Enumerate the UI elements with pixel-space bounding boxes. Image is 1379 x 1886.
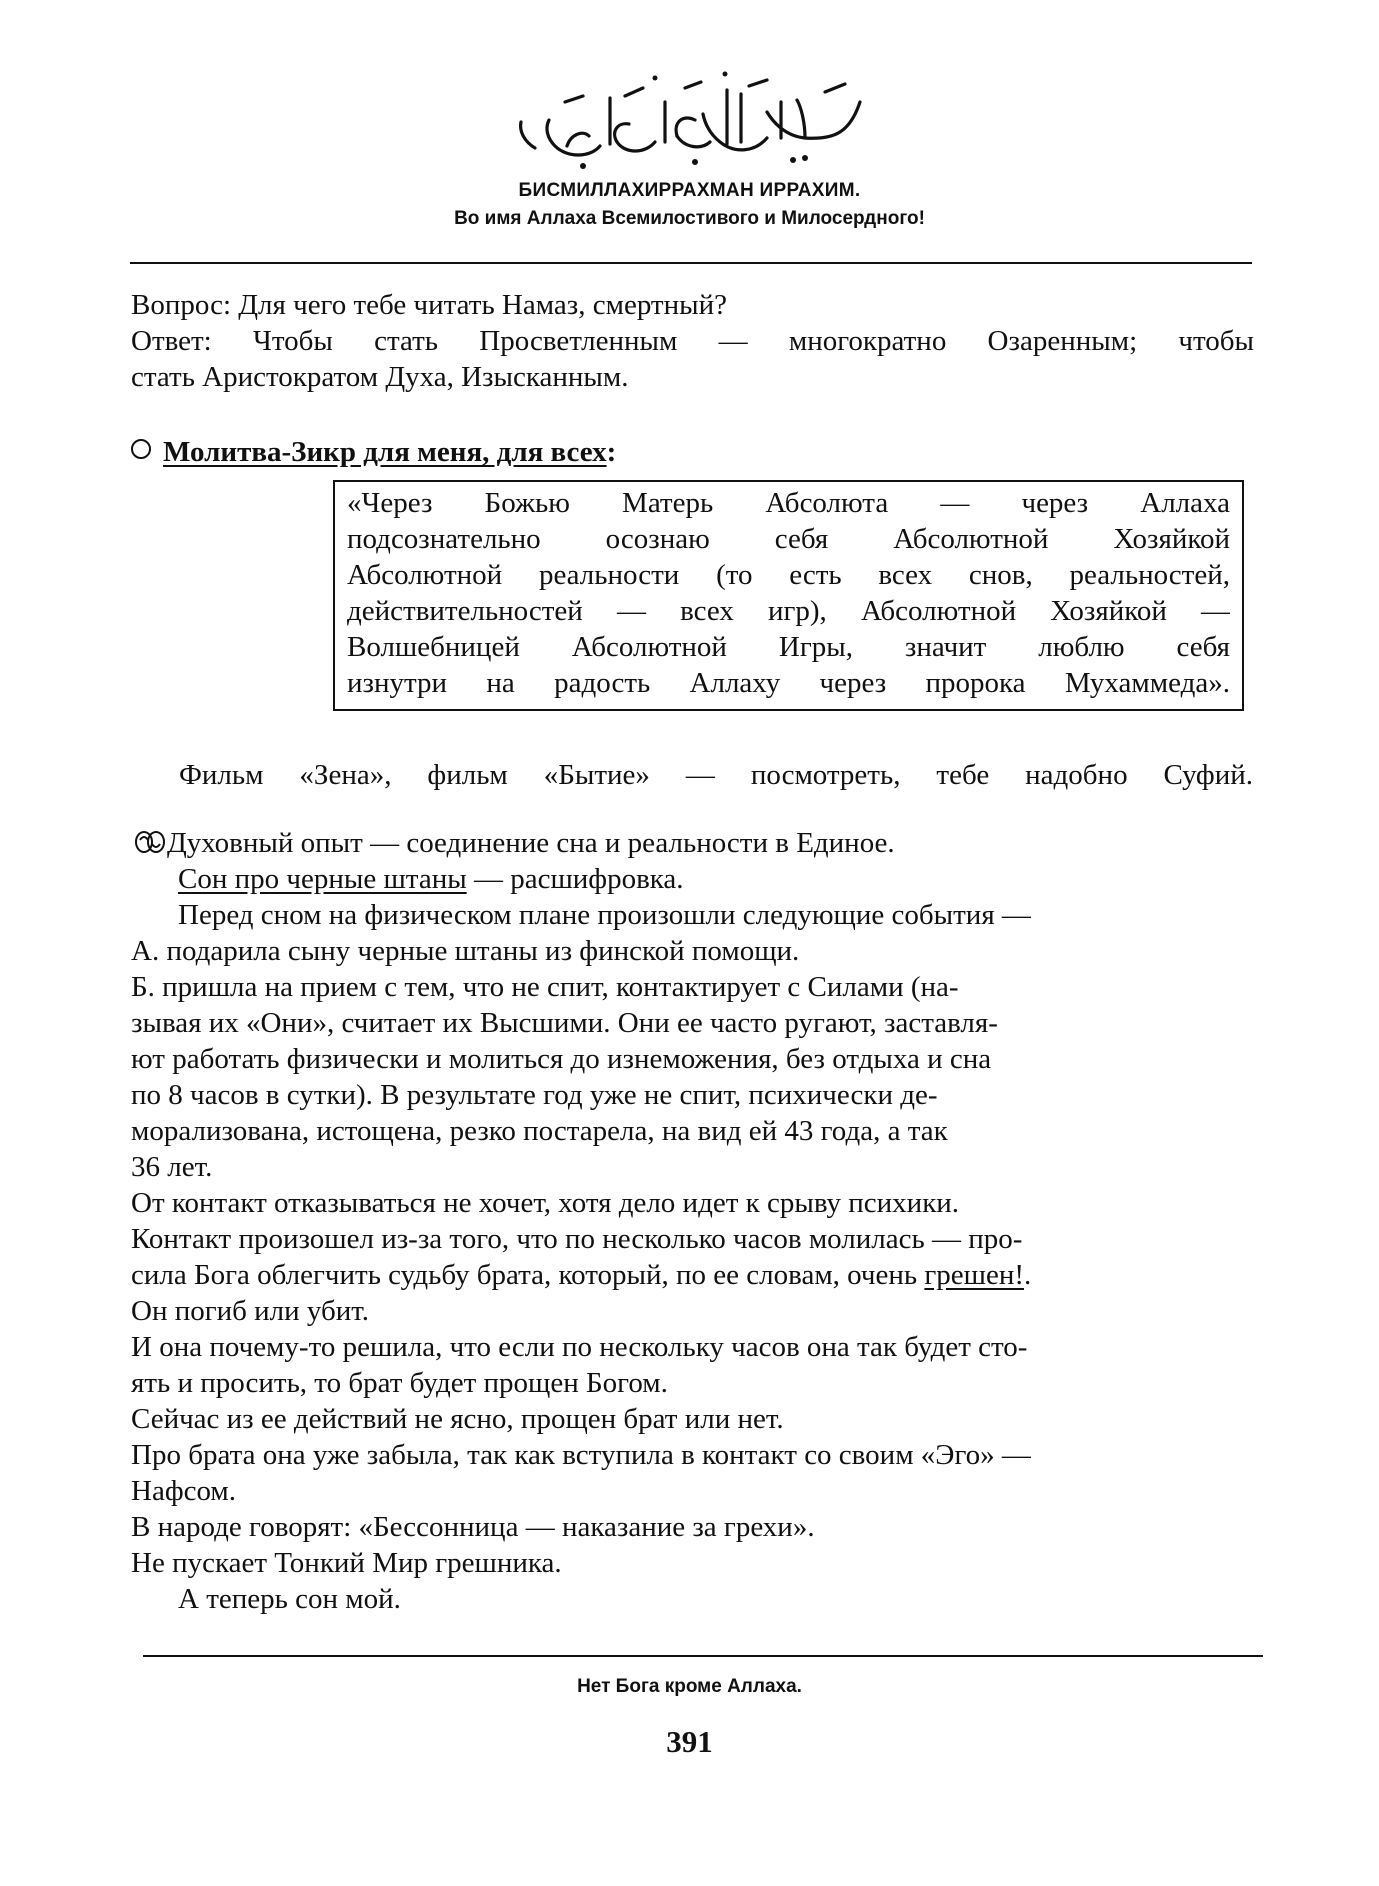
qa-line: Ответ: Чтобы стать Просветленным — многократно Озаренным; чтобы bbox=[131, 325, 1254, 357]
prayer-line: «Через Божью Матерь Абсолюта — через Аллаха bbox=[347, 487, 1230, 519]
prayer-line: Абсолютной реальности (то есть всех снов, реальностей, bbox=[347, 559, 1230, 591]
film-line: Фильм «Зена», фильм «Бытие» — посмотреть, тебе надобно Суфий. bbox=[179, 759, 1253, 791]
dream-line: Про брата она уже забыла, так как вступила в контакт со своим «Эго» — bbox=[131, 1439, 1031, 1471]
prayer-text bbox=[347, 485, 1230, 701]
sinful-post: . bbox=[1024, 1259, 1032, 1291]
prayer-line: подсознательно осознаю себя Абсолютной Хозяйкой bbox=[347, 523, 1230, 555]
dream-line-sinful bbox=[131, 1257, 1255, 1293]
dream-line: Сейчас из ее действий не ясно, прощен брат или нет. bbox=[131, 1403, 784, 1435]
header-subtitle: Во имя Аллаха Всемилостивого и Милосердного! bbox=[454, 208, 925, 229]
dream-last-line: А теперь сон мой. bbox=[178, 1583, 401, 1615]
dream-section bbox=[131, 825, 1255, 1617]
dream-subheading bbox=[131, 861, 1255, 897]
prayer-heading bbox=[131, 434, 616, 470]
prayer-line: Волшебницей Абсолютной Игры, значит люблю себя bbox=[347, 631, 1230, 663]
dream-line: Он погиб или убит. bbox=[131, 1295, 370, 1327]
dream-line: ять и просить, то брат будет прощен Богом. bbox=[131, 1367, 668, 1399]
prayer-line: изнутри на радость Аллаху через пророка Мухаммеда». bbox=[347, 667, 1230, 699]
header-title: БИСМИЛЛАХИРРАХМАН ИРРАХИМ. bbox=[518, 180, 861, 201]
dream-symbol-icon bbox=[133, 828, 167, 856]
dream-subheading-rest: — расшифровка. bbox=[466, 863, 684, 895]
qa-line: стать Аристократом Духа, Изысканным. bbox=[131, 361, 629, 393]
footer-divider bbox=[143, 1655, 1263, 1657]
dream-line: зывая их «Они», считает их Высшими. Они ее часто ругают, заставля- bbox=[131, 1007, 998, 1039]
footer-motto: Нет Бога кроме Аллаха. bbox=[577, 1676, 802, 1697]
basmala-calligraphy bbox=[505, 62, 875, 172]
dream-heading-text: Духовный опыт — соединение сна и реальности в Единое. bbox=[167, 827, 895, 859]
dream-line: Не пускает Тонкий Мир грешника. bbox=[131, 1547, 562, 1579]
dream-line: по 8 часов в сутки). В результате год уже не спит, психически де- bbox=[131, 1079, 938, 1111]
dream-line: А. подарила сыну черные штаны из финской помощи. bbox=[131, 935, 800, 967]
qa-line: Вопрос: Для чего тебе читать Намаз, смертный? bbox=[131, 289, 728, 321]
prayer-line: действительностей — всех игр), Абсолютной Хозяйкой — bbox=[347, 595, 1230, 627]
circle-bullet-icon bbox=[131, 439, 151, 459]
dream-line: морализована, истощена, резко постарела, на вид ей 43 года, а так bbox=[131, 1115, 948, 1147]
page-number: 391 bbox=[666, 1724, 713, 1759]
dream-line: В народе говорят: «Бессонница — наказание за грехи». bbox=[131, 1511, 815, 1543]
dream-heading-line bbox=[131, 825, 1255, 861]
dream-line: Б. пришла на прием с тем, что не спит, контактирует с Силами (на- bbox=[131, 971, 959, 1003]
dream-line: И она почему-то решила, что если по нескольку часов она так будет сто- bbox=[131, 1331, 1028, 1363]
dream-line: Перед сном на физическом плане произошли следующие события — bbox=[178, 899, 1031, 931]
dream-line: От контакт отказываться не хочет, хотя дело идет к срыву психики. bbox=[131, 1187, 960, 1219]
dream-line: ют работать физически и молиться до изнеможения, без отдыха и сна bbox=[131, 1043, 992, 1075]
prayer-heading-colon: : bbox=[606, 436, 617, 468]
prayer-heading-text: Молитва-Зикр для меня, для всех bbox=[163, 436, 607, 468]
dream-line: Контакт произошел из-за того, что по несколько часов молилась — про- bbox=[131, 1223, 1023, 1255]
header-divider bbox=[130, 262, 1252, 264]
sinful-word: грешен! bbox=[924, 1259, 1025, 1291]
dream-line: 36 лет. bbox=[131, 1151, 213, 1183]
sinful-pre: сила Бога облегчить судьбу брата, который, по ее словам, очень bbox=[131, 1259, 925, 1291]
dream-line: Нафсом. bbox=[131, 1475, 237, 1507]
qa-paragraph bbox=[131, 287, 1254, 395]
dream-subheading-underlined: Сон про черные штаны bbox=[178, 863, 467, 895]
